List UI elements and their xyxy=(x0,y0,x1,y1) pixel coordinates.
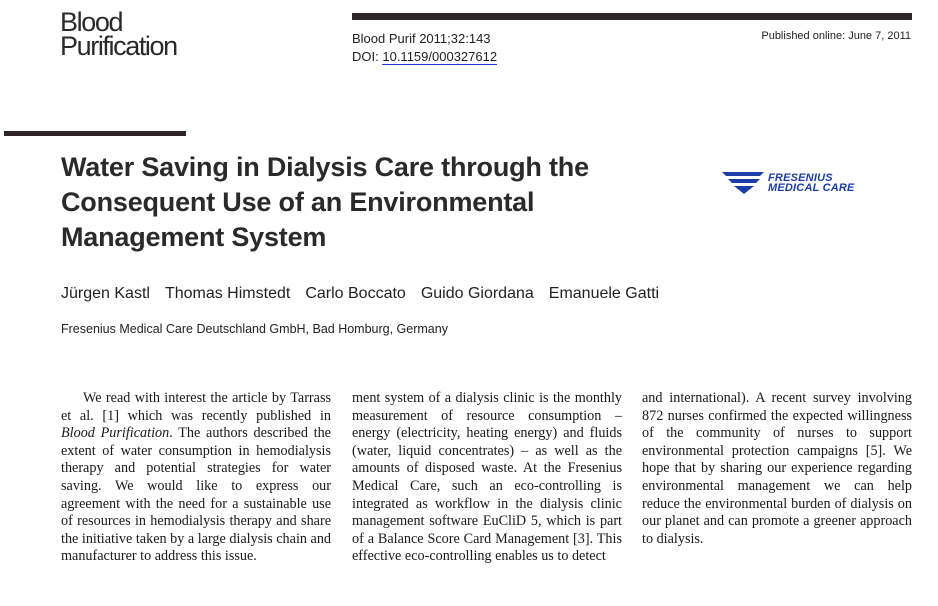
fresenius-logo-line2: MEDICAL CARE xyxy=(768,182,855,194)
citation-block xyxy=(352,30,497,66)
body-column-2 xyxy=(352,390,622,566)
body-paragraph xyxy=(61,390,331,566)
fresenius-logo-line1: FRESENIUS xyxy=(768,172,833,184)
fresenius-logo-text xyxy=(768,173,855,193)
doi-line xyxy=(352,48,497,66)
body-paragraph: and international). A recent survey involving 872 nurses confirmed the expected willingness of the community of nurses to support environmental protection campaigns [5]. We hope that by sharing our experience regarding environmental management we can help reduce the environmental burden of dialysis on our planet and can promote a greener approach to dialysis. xyxy=(642,390,912,547)
title-rule xyxy=(4,131,186,136)
author: Thomas Himstedt xyxy=(164,285,291,302)
doi-link[interactable]: 10.1159/000327612 xyxy=(382,49,498,64)
published-date: Published online: June 7, 2011 xyxy=(761,30,911,42)
author-list xyxy=(61,285,659,303)
body-text: We read with interest the article by Tarrass et al. [1] which was recently published in xyxy=(61,390,331,424)
author: Jürgen Kastl xyxy=(61,285,150,302)
doi-label: DOI: xyxy=(352,49,379,64)
affiliation: Fresenius Medical Care Deutschland GmbH, Bad Homburg, Germany xyxy=(61,322,448,336)
header-rule xyxy=(352,13,912,20)
author: Emanuele Gatti xyxy=(548,285,660,302)
article-title: Water Saving in Dialysis Care through the Consequent Use of an Environmental Management System xyxy=(61,152,589,252)
journal-name: Blood Purification xyxy=(61,425,170,442)
citation-text: Blood Purif 2011;32:143 xyxy=(352,31,491,46)
body-column-3 xyxy=(642,390,912,548)
journal-logo-line2: Purification xyxy=(60,31,177,61)
journal-logo-line1: Blood xyxy=(60,7,123,37)
author: Carlo Boccato xyxy=(305,285,406,302)
body-paragraph: ment system of a dialysis clinic is the monthly measurement of resource consumption – energy (electricity, heating energy) and fluids (water, liquid concentrates) – as well as the amounts of disposed waste. At the Fresenius Medical Care, such an eco-controlling is integrated as workflow in the dialysis clinic management software EuCliD 5, which is part of a Balance Score Card Management [3]. This effective eco-controlling enables us to detect xyxy=(352,390,622,565)
journal-logo xyxy=(60,7,177,61)
author: Guido Giordana xyxy=(420,285,534,302)
body-text: . The authors described the extent of water consumption in hemodialysis therapy and potential strategies for water saving. We would like to express our agreement with the need for a sustainable use of resources in hemodialysis therapy and share the initiative taken by a large dialysis chain and manufacturer to address this issue. xyxy=(61,425,332,565)
body-column-1 xyxy=(61,390,331,566)
